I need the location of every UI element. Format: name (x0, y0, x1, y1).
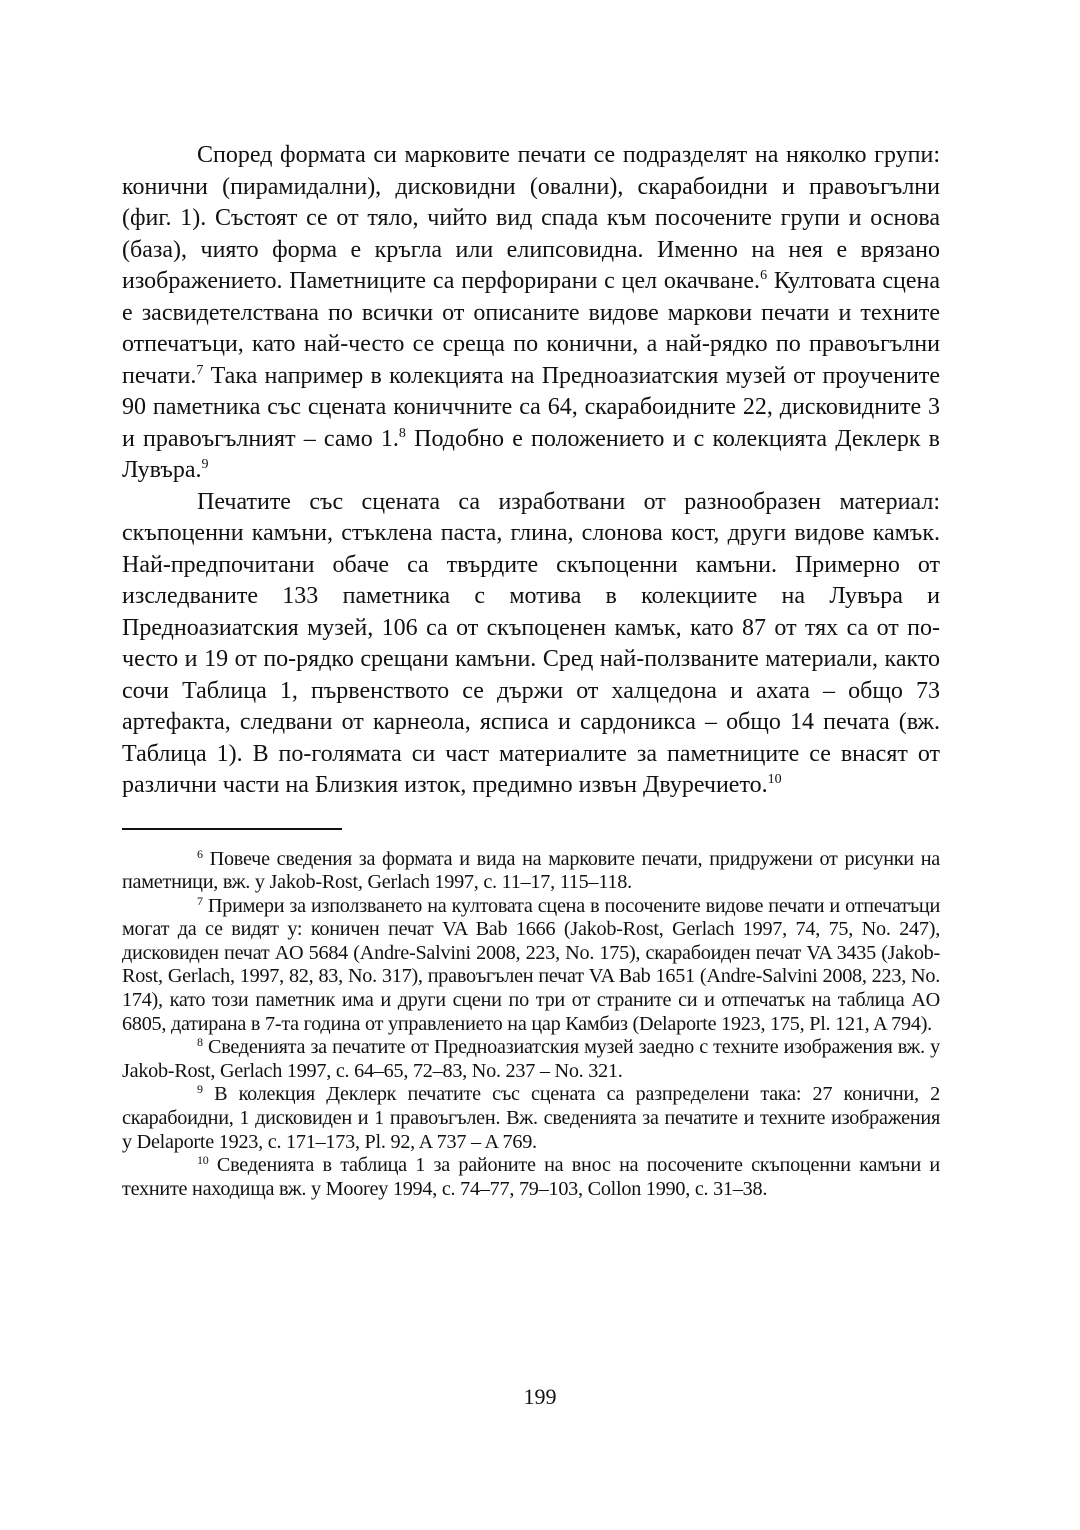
footnote-text: Примери за използването на култовата сцена в посочените видове печати и отпечатъци могат да се видят у: коничен печат VA Bab 1666 (Jakob-Rost, Gerlach 1997, 74, 75, No. 247), дисковиден печат AO 5684 (Andre-Salvini 2008, 223, No. 175), скарабоиден печат VA 3435 (Jakob-Rost, Gerlach, 1997, 82, 83, No. 317), правоъгълен печат VA Bab 1651 (Andre-Salvini 2008, 223, No. 174), като този паметник има и други сцени по три от страните си и отпечатък на таблица AO 6805, датирана в 7-та година от управлението на цар Камбиз (Delaporte 1923, 175, Pl. 121, A 794). (122, 894, 940, 1035)
footnote-ref-9: 9 (201, 457, 209, 472)
footnote-text: Сведенията в таблица 1 за районите на внос на посочените скъпоценни камъни и техните находища вж. у Moorey 1994, с. 74–77, 79–103, Collon 1990, с. 31–38. (122, 1154, 940, 1200)
footnote-number: 7 (197, 893, 203, 908)
footnote-number: 6 (197, 846, 203, 861)
footnote-ref-8: 8 (398, 425, 406, 441)
footnote-text: Сведенията за печатите от Предноазиатския музей заедно с техните изображения вж. у Jakob-Rost, Gerlach 1997, с. 64–65, 72–83, No. 237 – No. 321. (122, 1036, 940, 1082)
page-number: 199 (523, 1384, 557, 1409)
body-paragraph-2 (122, 487, 940, 802)
footnote-10 (122, 1154, 940, 1201)
para2-text-1: Печатите със сцената са изработвани от разнообразен материал: скъпоценни камъни, стъклена паста, глина, слонова кост, други видове камък. Най-предпочитани обаче са твърдите скъпоценни камъни. Примерно от изследваните 133 паметника с мотива в колекциите на Лувъра и Предноазиатския музей, 106 са от скъпоценен камък, като 87 от тях са от по-често и 19 от по-рядко срещани камъни. Сред най-ползваните материали, както сочи Таблица 1, първенството се държи от халцедона и ахата – общо 73 артефакта, следвани от карнеола, ясписа и сардоникса – общо 14 печата (вж. Таблица 1). В по-голямата си част материалите за паметниците се внасят от различни части на Близкия изток, предимно извън Двуречието. (122, 488, 940, 798)
footnote-9 (122, 1083, 940, 1154)
footnote-text: Повече сведения за формата и вида на марковите печати, придружени от рисунки на паметници, вж. у Jakob-Rost, Gerlach 1997, с. 11–17, 115–118. (122, 847, 940, 894)
footnote-ref-6: 6 (760, 268, 768, 283)
para1-text-1: Според формата си марковите печати се подразделят на няколко групи: конични (пирамидални), дисковидни (овални), скарабоидни и правоъгълни (фиг. 1). Състоят се от тяло, чийто вид спада към посочените групи и основа (база), чиято форма е кръгла или елипсовидна. Именно на нея е врязано изображението. Паметниците са перфорирани с цел окачване. (122, 142, 940, 294)
body-paragraph-1 (122, 140, 940, 487)
footnote-ref-10: 10 (767, 772, 782, 787)
footnote-ref-7: 7 (196, 362, 204, 378)
footnote-separator (122, 828, 342, 830)
para1-text-4: Подобно е положението и с колекцията Деклерк в Лувъра. (122, 425, 941, 483)
footnote-8 (122, 1036, 940, 1083)
footnote-text: В колекция Деклерк печатите със сцената са разпределени така: 27 конични, 2 скарабоидни, 1 дисковиден и 1 правоъгълен. Вж. сведенията за печатите и техните изображения у Delaporte 1923, с. 171–173, Pl. 92, A 737 – A 769. (122, 1083, 940, 1153)
footnote-7 (122, 895, 940, 1037)
para1-text-2: Култовата сцена е засвидетелствана по всички от описаните видове маркови печати и техните отпечатъци, като най-често се среща по конични, а най-рядко по правоъгълни печати. (122, 268, 941, 389)
footnote-number: 8 (197, 1035, 203, 1050)
footnote-number: 9 (197, 1082, 203, 1097)
footnote-number: 10 (197, 1153, 209, 1168)
page-content (122, 140, 940, 1201)
footnote-6 (122, 848, 940, 895)
para1-text-3: Така например в колекцията на Предноазиатския музей от проучените 90 паметника със сцената кониччните са 64, скарабоидните 22, дисковидните 3 и правоъгълният – само 1. (122, 362, 940, 452)
